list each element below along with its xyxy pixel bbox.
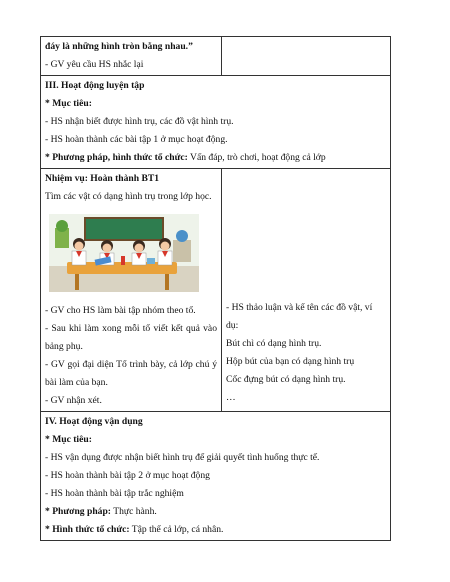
teacher-step-4: - GV nhận xét. xyxy=(45,395,102,406)
teacher-step-2: - Sau khi làm xong mỗi tổ viết kết quả vào bảng phụ. xyxy=(45,323,217,352)
apply-section-row xyxy=(41,412,391,541)
practice-section-cell xyxy=(41,76,391,169)
lesson-table xyxy=(40,36,391,541)
student-step-4: Cốc đựng bút có dạng hình trụ. xyxy=(226,374,346,385)
student-step-2: Bút chì có dạng hình trụ. xyxy=(226,338,322,349)
classroom-illustration xyxy=(49,214,199,292)
teacher-step-3: - GV gọi đại diện Tổ trình bày, cả lớp chú ý bài làm của bạn. xyxy=(45,359,217,388)
practice-method-label: * Phương pháp, hình thức tổ chức: xyxy=(45,152,188,163)
apply-heading: IV. Hoạt động vận dụng xyxy=(45,416,143,427)
quote-text: đáy là những hình tròn bằng nhau.” xyxy=(45,41,193,52)
classroom-illustration-graphic xyxy=(49,214,199,292)
practice-goal-label: * Mục tiêu: xyxy=(45,98,92,109)
practice-goal-2: - HS hoàn thành các bài tập 1 ở mục hoạt động. xyxy=(45,134,228,145)
apply-goal-label: * Mục tiêu: xyxy=(45,434,92,445)
apply-section-cell xyxy=(41,412,391,541)
apply-method-text: Thực hành. xyxy=(111,506,157,517)
continuation-right-cell xyxy=(222,37,391,76)
practice-method-text: Vấn đáp, trò chơi, hoạt động cả lớp xyxy=(187,152,326,163)
teacher-step-1: - GV cho HS làm bài tập nhóm theo tổ. xyxy=(45,305,196,316)
task-row xyxy=(41,169,391,412)
practice-method-line xyxy=(45,149,386,167)
apply-form-label: * Hình thức tổ chức: xyxy=(45,524,130,535)
apply-method-line xyxy=(45,503,386,521)
task-student-cell xyxy=(222,169,391,412)
student-step-1: - HS thảo luận và kể tên các đồ vật, ví dụ: xyxy=(226,302,373,331)
gv-repeat-text: - GV yêu cầu HS nhắc lại xyxy=(45,59,144,70)
apply-method-label: * Phương pháp: xyxy=(45,506,111,517)
student-step-5: … xyxy=(226,392,236,403)
continuation-left-cell xyxy=(41,37,222,76)
task-title: Nhiệm vụ: Hoàn thành BT1 xyxy=(45,173,160,184)
student-step-3: Hộp bút của bạn có dạng hình trụ xyxy=(226,356,355,367)
apply-goal-1: - HS vận dụng được nhận biết hình trụ để giải quyết tình huống thực tế. xyxy=(45,452,320,463)
apply-form-text: Tập thể cả lớp, cá nhân. xyxy=(129,524,224,535)
apply-goal-2: - HS hoàn thành bài tập 2 ở mục hoạt động xyxy=(45,470,210,481)
practice-goal-1: - HS nhận biết được hình trụ, các đồ vật hình trụ. xyxy=(45,116,234,127)
practice-heading: III. Hoạt động luyện tập xyxy=(45,80,145,91)
apply-goal-3: - HS hoàn thành bài tập trắc nghiệm xyxy=(45,488,184,499)
practice-section-row xyxy=(41,76,391,169)
apply-form-line xyxy=(45,521,386,539)
task-prompt: Tìm các vật có dạng hình trụ trong lớp học. xyxy=(45,191,212,202)
lesson-plan-page xyxy=(40,36,390,541)
task-teacher-cell xyxy=(41,169,222,412)
continuation-row xyxy=(41,37,391,76)
